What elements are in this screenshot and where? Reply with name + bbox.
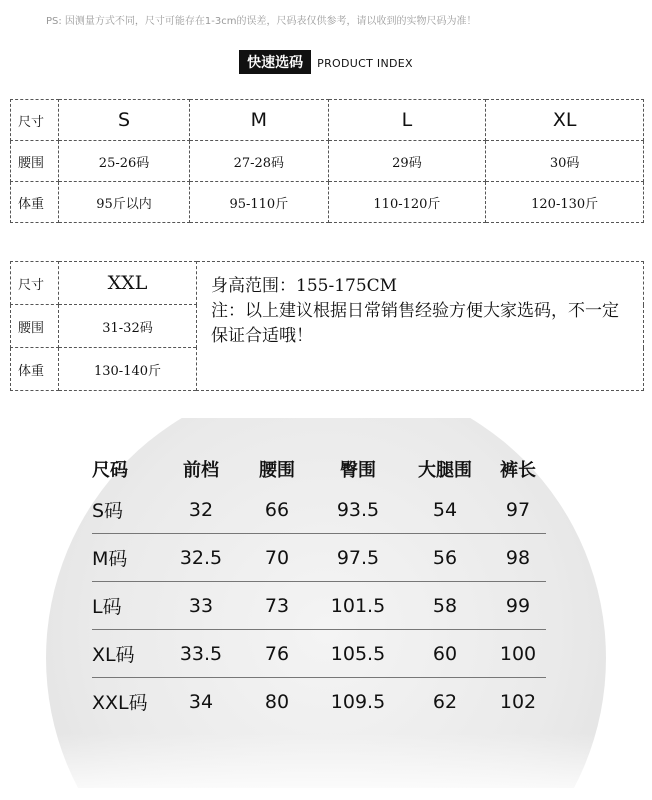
measurement-cell: 102 [490, 678, 546, 726]
row-label-weight: 体重 [11, 182, 59, 223]
advice-text: 注：以上建议根据日常销售经验方便大家选码，不一定保证合适哦！ [211, 301, 619, 346]
measurement-cell: S码 [92, 500, 124, 522]
bottom-fade [46, 733, 606, 788]
measurement-cell: 58 [400, 582, 490, 630]
size-cell: S [59, 100, 190, 141]
weight-cell: 120-130斤 [486, 182, 644, 223]
size-table [10, 99, 644, 223]
measurement-cell: 34 [164, 678, 238, 726]
measurement-cell: M码 [92, 534, 164, 582]
measurement-cell: 100 [490, 630, 546, 678]
measurement-header-cell: 尺码 [92, 460, 128, 481]
measurement-header-cell: 大腿围 [418, 460, 472, 481]
measurement-cell: 97 [505, 498, 531, 521]
measurement-cell: 32 [188, 498, 214, 521]
measurement-cell: 70 [238, 534, 316, 582]
measurement-cell: 109.5 [316, 678, 400, 726]
measurement-row [92, 534, 546, 582]
measurement-row [92, 582, 546, 630]
measurement-header-cell: 臀围 [340, 460, 376, 481]
measurement-cell: 33 [164, 582, 238, 630]
measurement-cell: 33.5 [164, 630, 238, 678]
measurement-row [92, 630, 546, 678]
measurement-table [92, 452, 546, 725]
measurement-cell: 101.5 [316, 582, 400, 630]
measurement-row [92, 486, 546, 534]
row-label-size: 尺寸 [11, 100, 59, 141]
measurement-cell: XL码 [92, 630, 164, 678]
measurement-cell: 76 [238, 630, 316, 678]
weight-cell: 130-140斤 [59, 348, 197, 391]
waist-cell: 30码 [486, 141, 644, 182]
size-cell: XXL [59, 262, 197, 305]
measurement-cell: 80 [238, 678, 316, 726]
measurement-cell: 56 [400, 534, 490, 582]
measurement-cell: 32.5 [164, 534, 238, 582]
row-label-waist: 腰围 [11, 305, 59, 348]
row-label-weight: 体重 [11, 348, 59, 391]
banner-tag: 快速选码 [239, 50, 311, 74]
measurement-cell: 97.5 [316, 534, 400, 582]
waist-cell: 29码 [328, 141, 486, 182]
measurement-cell: 105.5 [316, 630, 400, 678]
measurement-cell: 66 [264, 498, 290, 521]
measurement-cell: L码 [92, 582, 164, 630]
measurement-header-cell: 裤长 [500, 460, 536, 481]
waist-cell: 25-26码 [59, 141, 190, 182]
banner-subtitle: PRODUCT INDEX [317, 57, 413, 70]
measurement-header-row [92, 452, 546, 486]
measurement-cell: XXL码 [92, 678, 164, 726]
measurement-cell: 93.5 [336, 498, 380, 521]
measurement-header-cell: 腰围 [259, 460, 295, 481]
section-banner [0, 50, 652, 74]
weight-cell: 95-110斤 [190, 182, 329, 223]
size-cell: XL [486, 100, 644, 141]
measurement-cell: 60 [400, 630, 490, 678]
measurement-cell: 54 [432, 498, 458, 521]
measurement-cell: 62 [400, 678, 490, 726]
size-cell: M [190, 100, 329, 141]
measurement-cell: 99 [490, 582, 546, 630]
measurement-note: PS: 因测量方式不同，尺寸可能存在1-3cm的误差，尺码表仅供参考，请以收到的实物尺码为准！ [46, 16, 477, 27]
measurement-header-cell: 前档 [183, 460, 219, 481]
row-label-waist: 腰围 [11, 141, 59, 182]
measurement-cell: 98 [490, 534, 546, 582]
xxl-size-table [10, 261, 644, 391]
weight-cell: 95斤以内 [59, 182, 190, 223]
weight-cell: 110-120斤 [328, 182, 486, 223]
measurement-row [92, 678, 546, 726]
row-label-size: 尺寸 [11, 262, 59, 305]
measurement-cell: 73 [238, 582, 316, 630]
height-range-text: 身高范围：155-175CM [211, 276, 398, 296]
waist-cell: 27-28码 [190, 141, 329, 182]
size-cell: L [328, 100, 486, 141]
waist-cell: 31-32码 [59, 305, 197, 348]
advice-box [197, 262, 644, 391]
